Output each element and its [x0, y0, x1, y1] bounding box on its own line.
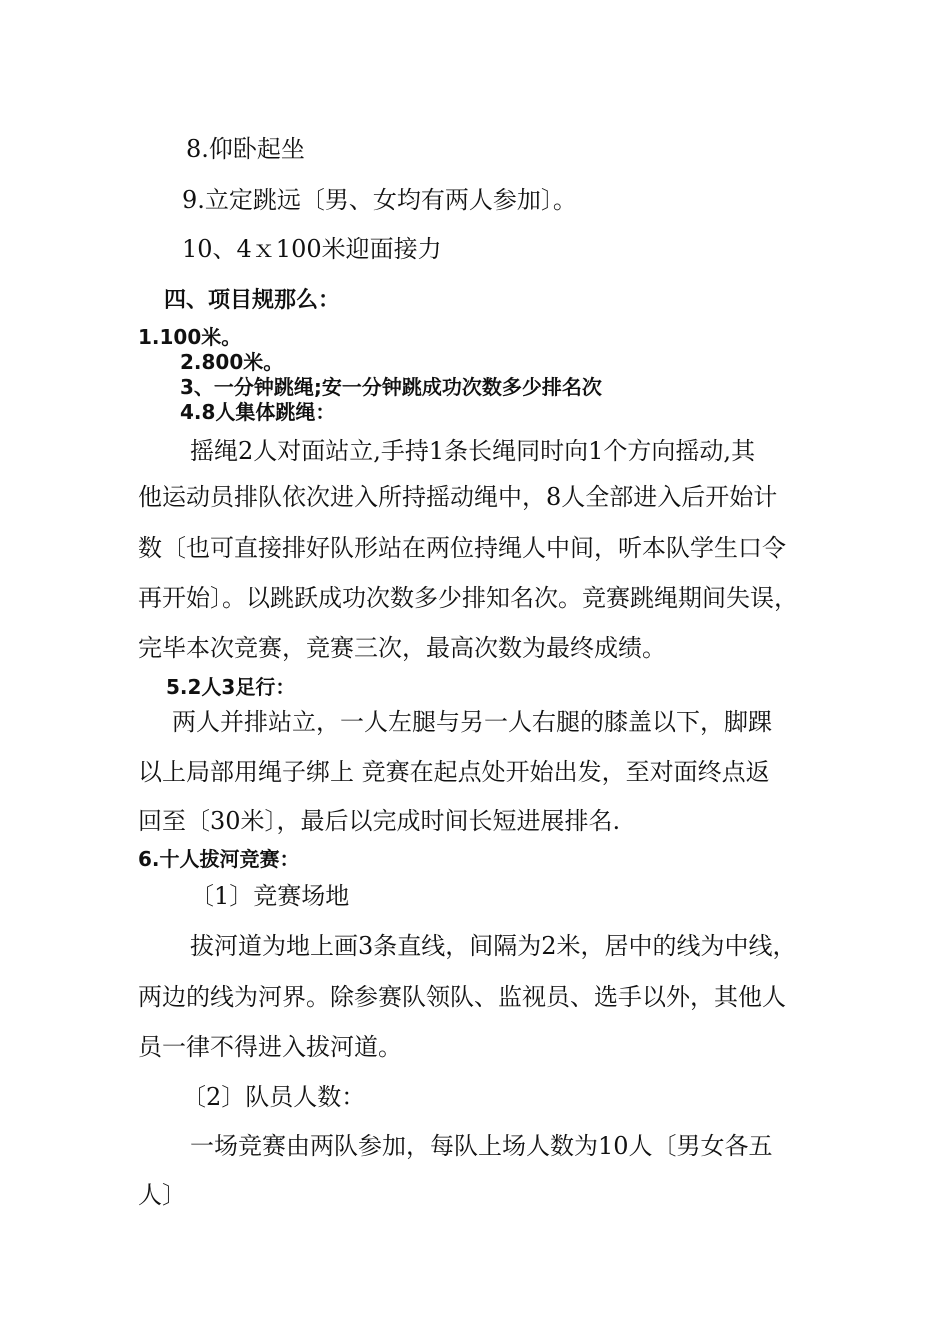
- tug-venue-paragraph-line: 拔河道为地上画3条直线，间隔为2米，居中的线为中线，: [190, 932, 797, 960]
- rope-paragraph-line: 摇绳2人对面站立,手持1条长绳同时向1个方向摇动,其: [190, 437, 756, 465]
- item-2: 2.800米。: [180, 350, 284, 374]
- three-leg-paragraph-line: 两人并排站立，一人左腿与另一人右腿的膝盖以下，脚踝: [172, 708, 772, 736]
- rope-paragraph-line: 数〔也可直接排好队形站在两位持绳人中间，听本队学生口令: [138, 534, 786, 562]
- item-6-title: 6.十人拔河竞赛：: [138, 847, 300, 871]
- tug-members-paragraph-line: 人〕: [138, 1181, 186, 1209]
- rope-paragraph-line: 完毕本次竞赛，竞赛三次，最高次数为最终成绩。: [138, 634, 666, 662]
- item-5-title: 5.2人3足行：: [166, 675, 296, 699]
- item-3: 3、一分钟跳绳;安一分钟跳成功次数多少排名次: [180, 375, 602, 399]
- tug-members-title: 〔2〕队员人数：: [182, 1083, 366, 1111]
- tug-venue-title: 〔1〕竞赛场地: [190, 882, 350, 910]
- list-item-9: 9.立定跳远〔男、女均有两人参加〕。: [182, 186, 577, 214]
- item-1: 1.100米。: [138, 325, 242, 349]
- three-leg-paragraph-line: 回至〔30米〕，最后以完成时间长短进展排名.: [138, 807, 621, 835]
- tug-venue-paragraph-line: 两边的线为河界。除参赛队领队、监视员、选手以外，其他人: [138, 983, 786, 1011]
- item-4: 4.8人集体跳绳：: [180, 400, 336, 424]
- section-heading: 四、项目规那么：: [164, 288, 341, 313]
- rope-paragraph-line: 再开始〕。以跳跃成功次数多少排知名次。竞赛跳绳期间失误，: [138, 584, 798, 612]
- tug-members-paragraph-line: 一场竞赛由两队参加，每队上场人数为10人〔男女各五: [190, 1132, 773, 1160]
- three-leg-paragraph-line: 以上局部用绳子绑上 竞赛在起点处开始出发，至对面终点返: [138, 758, 770, 786]
- rope-paragraph-line: 他运动员排队依次进入所持摇动绳中，8人全部进入后开始计: [138, 483, 778, 511]
- tug-venue-paragraph-line: 员一律不得进入拔河道。: [138, 1033, 402, 1061]
- list-item-8: 8.仰卧起坐: [186, 135, 305, 163]
- list-item-10: 10、4ｘ100米迎面接力: [182, 235, 442, 263]
